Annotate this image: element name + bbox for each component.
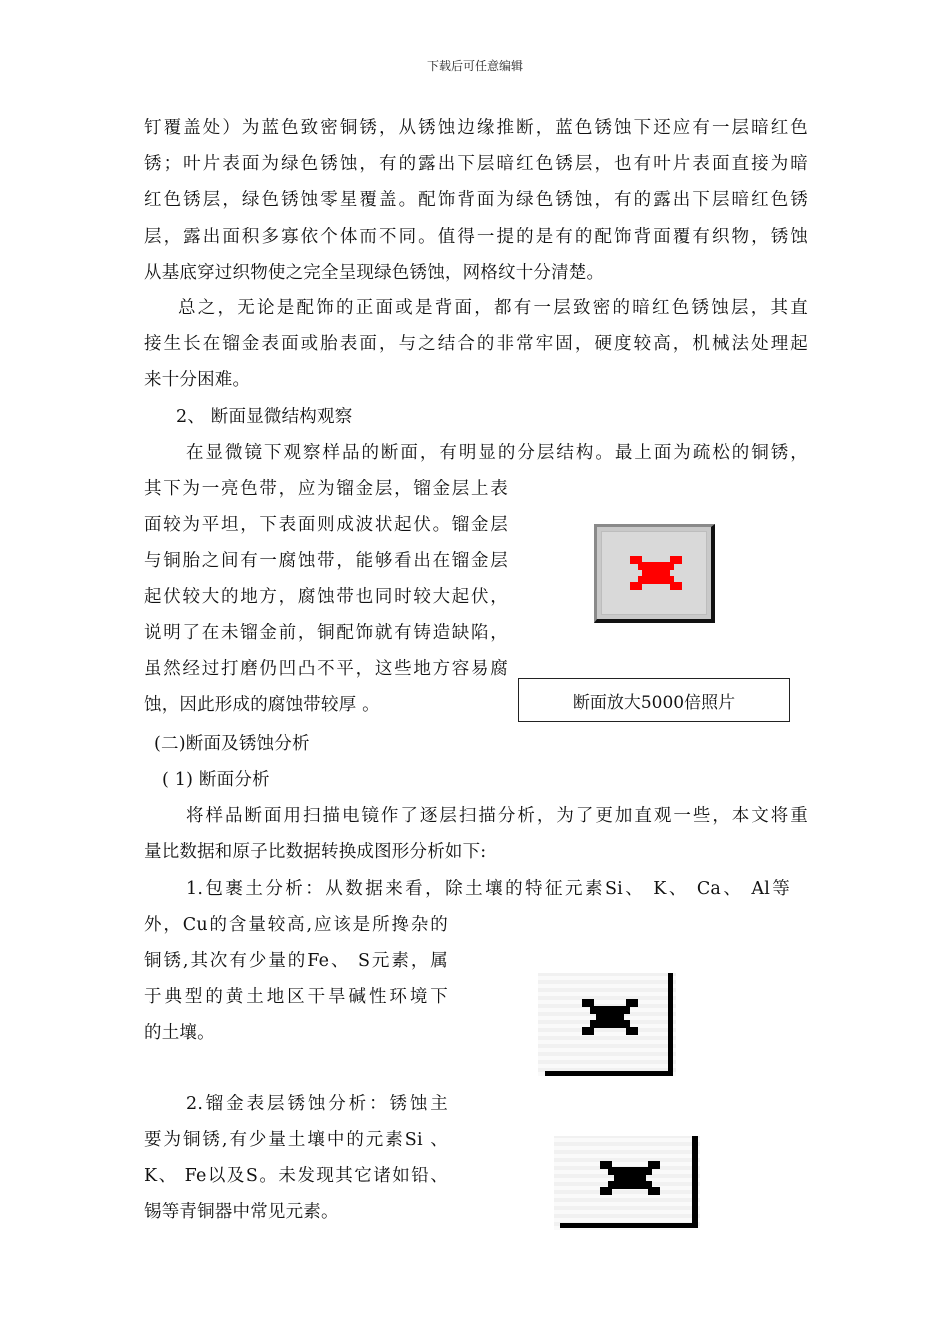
figure-1-image bbox=[594, 524, 715, 623]
paragraph-line: 其下为一亮色带，应为镏金层，镏金层上表 bbox=[144, 479, 508, 499]
broken-image-icon bbox=[600, 1161, 660, 1195]
figure-3-image bbox=[554, 1136, 700, 1230]
paragraph-line: 面较为平坦，下表面则成波状起伏。镏金层 bbox=[144, 515, 508, 535]
paragraph-line: 来十分困难。 bbox=[144, 370, 251, 390]
paragraph-line: 在显微镜下观察样品的断面，有明显的分层结构。最上面为疏松的铜锈， bbox=[186, 443, 808, 463]
paragraph-line: 蚀，因此形成的腐蚀带较厚 。 bbox=[144, 695, 380, 715]
paragraph-line: 从基底穿过织物使之完全呈现绿色锈蚀，网格纹十分清楚。 bbox=[144, 263, 605, 283]
paragraph-line: 接生长在镏金表面或胎表面，与之结合的非常牢固，硬度较高，机械法处理起 bbox=[144, 334, 808, 354]
paragraph-line: 总之，无论是配饰的正面或是背面，都有一层致密的暗红色锈蚀层，其直 bbox=[178, 298, 808, 318]
paragraph-line: 1.包裹土分析：从数据来看，除土壤的特征元素Si、 K、 Ca、 Al等 bbox=[186, 879, 790, 899]
paragraph-line: 锈；叶片表面为绿色锈蚀，有的露出下层暗红色锈层，也有叶片表面直接为暗 bbox=[144, 154, 808, 174]
paragraph-line: 锡等青铜器中常见元素。 bbox=[144, 1202, 339, 1222]
paragraph-line: 说明了在未镏金前，铜配饰就有铸造缺陷， bbox=[144, 623, 508, 643]
paragraph-line: 于典型的黄土地区干旱碱性环境下 bbox=[144, 987, 448, 1007]
paragraph-line: 铜锈,其次有少量的Fe、 S元素，属 bbox=[144, 951, 448, 971]
paragraph-line: 层，露出面积多寡依个体而不同。值得一提的是有的配饰背面覆有织物，锈蚀 bbox=[144, 227, 808, 247]
paragraph-line: 虽然经过打磨仍凹凸不平，这些地方容易腐 bbox=[144, 659, 508, 679]
paragraph-line: 2.镏金表层锈蚀分析：锈蚀主 bbox=[186, 1094, 448, 1114]
section-heading: 2、 断面显微结构观察 bbox=[176, 407, 353, 427]
figure-1-caption: 断面放大5000倍照片 bbox=[518, 678, 790, 722]
paragraph-line: K、 Fe以及S。未发现其它诸如铅、 bbox=[144, 1166, 448, 1186]
page-header: 下载后可任意编辑 bbox=[426, 59, 523, 73]
figure-2-image bbox=[538, 973, 676, 1076]
paragraph-line: 要为铜锈,有少量土壤中的元素Si 、 bbox=[144, 1130, 448, 1150]
subsection-heading: ( 1) 断面分析 bbox=[162, 770, 270, 790]
paragraph-line: 外，Cu的含量较高,应该是所搀杂的 bbox=[144, 915, 448, 935]
paragraph-line: 与铜胎之间有一腐蚀带，能够看出在镏金层 bbox=[144, 551, 508, 571]
paragraph-line: 钉覆盖处）为蓝色致密铜锈，从锈蚀边缘推断，蓝色锈蚀下还应有一层暗红色 bbox=[144, 118, 808, 138]
paragraph-line: 量比数据和原子比数据转换成图形分析如下: bbox=[144, 842, 487, 862]
section-heading: (二)断面及锈蚀分析 bbox=[154, 734, 310, 754]
paragraph-line: 的土壤。 bbox=[144, 1023, 215, 1043]
broken-image-icon bbox=[630, 556, 682, 590]
broken-image-icon bbox=[582, 999, 638, 1035]
paragraph-line: 红色锈层，绿色锈蚀零星覆盖。配饰背面为绿色锈蚀，有的露出下层暗红色锈 bbox=[144, 190, 808, 210]
paragraph-line: 起伏较大的地方，腐蚀带也同时较大起伏， bbox=[144, 587, 508, 607]
paragraph-line: 将样品断面用扫描电镜作了逐层扫描分析，为了更加直观一些，本文将重 bbox=[186, 806, 808, 826]
